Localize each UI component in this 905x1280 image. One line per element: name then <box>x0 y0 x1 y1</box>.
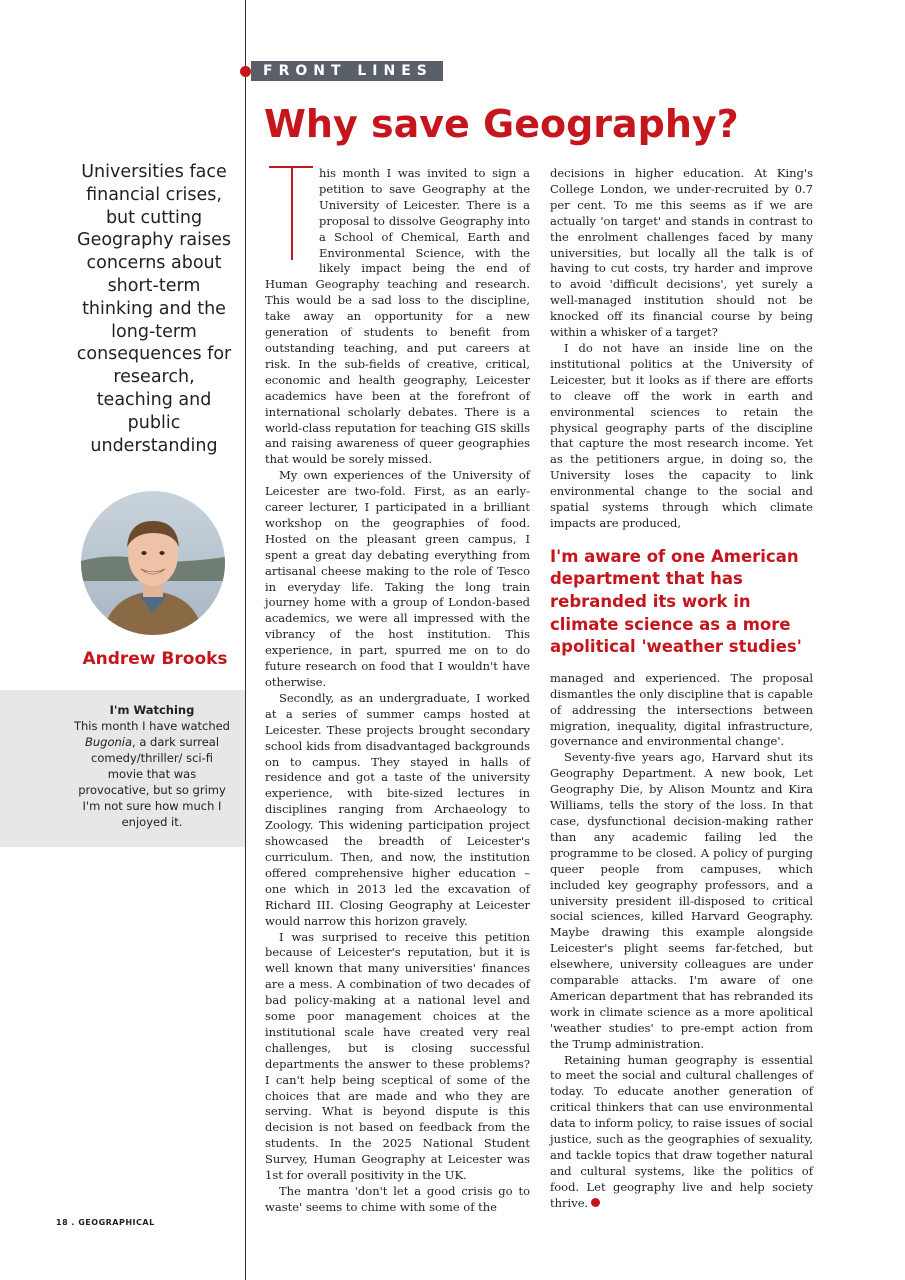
body-paragraph: I do not have an inside line on the institutional politics at the University of Leicester, but it looks as if there are efforts to cleave off the work in earth and environmental sciences to retain the physical geography parts of the discipline that capture the most research income. Yet as the petitioners argue, in doing so, the University loses the capacity to link environmental change to the social and spatial systems through which climate impacts are produced, <box>550 340 813 530</box>
body-paragraph: Secondly, as an undergraduate, I worked at a series of summer camps hosted at Leicester. These projects brought secondary school kids from disadvantaged backgrounds on to campus. They stayed in halls of residence and got a taste of the university experience, with bite-sized lectures in disciplines ranging from Archaeology to Zoology. This widening participation project showcased the breadth of Leicester's curriculum. Then, and now, the institution offered comprehensive higher education – one which in 2013 led the excavation of Richard III. Closing Geography at Leicester would narrow this horizon gravely. <box>265 690 530 928</box>
pull-quote: I'm aware of one American department that has rebranded its work in climate science as a more apolitical 'weather studies' <box>550 546 802 657</box>
column-rule <box>245 0 246 1280</box>
end-mark-icon <box>591 1198 600 1207</box>
body-paragraph: I was surprised to receive this petition because of Leicester's reputation, but it is well known that many universities' finances are a mess. A combination of two decades of bad policy-making at a national level and some poor management choices at the institutional scale have created very real challenges, but is closing successful departments the answer to these problems? I can't help being sceptical of some of the choices that are made and who they are serving. What is beyond dispute is this decision is not based on feedback from the students. In the 2025 National Student Survey, Human Geography at Leicester was 1st for overall positivity in the UK. <box>265 929 530 1183</box>
author-portrait <box>81 491 225 635</box>
body-paragraph: Seventy-five years ago, Harvard shut its Geography Department. A new book, Let Geography Die, by Alison Mountz and Kira Williams, tells the story of the loss. In that case, dysfunctional decision-making rather than any academic failing led the programme to be closed. A policy of purging queer people from campuses, which included key geography professors, and a university president ill-disposed to critical social sciences, killed Harvard Geography. Maybe drawing this example alongside Leicester's plight seems far-fetched, but elsewhere, university colleagues are under comparable attacks. I'm aware of one American department that has rebranded its work in climate science as a more apolitical 'weather studies' to pre-empt action from the Trump administration. <box>550 750 813 1051</box>
body-column-1 <box>265 166 530 1216</box>
body-paragraph: decisions in higher education. At King's College London, we under-recruited by 0.7 per cent. To me this seems as if we are actually 'on target' and stands in contrast to the enrolment challenges faced by many universities, but locally all the talk is of having to cut costs, try harder and improve to avoid 'difficult decisions', yet surely a well-managed institution should not be knocked off its financial course by being within a whisker of a target? <box>550 166 813 340</box>
author-name: Andrew Brooks <box>82 649 228 669</box>
body-column-2 <box>550 166 813 1212</box>
drop-cap-t-icon <box>265 166 317 266</box>
body-paragraph: The mantra 'don't let a good crisis go to waste' seems to chime with some of the <box>265 1184 530 1214</box>
im-watching-heading: I'm Watching <box>109 703 195 717</box>
body-paragraph: managed and experienced. The proposal dismantles the only discipline that is capable of addressing the intersections between migration, inequality, digital infrastructure, governance and environmental change'. <box>550 670 813 749</box>
section-label: FRONT LINES <box>251 61 443 81</box>
section-tag <box>240 61 443 81</box>
standfirst: Universities face financial crises, but cutting Geography raises concerns about short-term thinking and the long-term consequences for research, teaching and public understanding <box>76 162 232 456</box>
article-title: Why save Geography? <box>264 102 739 146</box>
body-paragraph: My own experiences of the University of Leicester are two-fold. First, as an early-career lecturer, I participated in a brilliant workshop on the geographies of food. Hosted on the pleasant green campus, I spent a great day debating everything from artisanal cheese making to the role of Tesco in everyday life. Taking the long train journey home with a group of London-based academics, we were all impressed with the vibrancy of the host institution. This experience, in part, spurred me on to do future research on food that I wouldn't have otherwise. <box>265 468 530 689</box>
page-folio: 18 . GEOGRAPHICAL <box>56 1218 155 1227</box>
body-paragraph: his month I was invited to sign a petition to save Geography at the University of Leicester. There is a proposal to dissolve Geography into a School of Chemical, Earth and Environmental Science, with the likely impact being the end of Human Geography teaching and research. This would be a sad loss to the discipline, take away an opportunity for a new generation of students to benefit from outstanding teaching, and put careers at risk. In the sub-fields of creative, critical, economic and health geography, Leicester academics have been at the forefront of international scholarly debates. There is a world-class reputation for teaching GIS skills and raising awareness of queer geographies that would be sorely missed. <box>265 166 530 467</box>
im-watching-text: This month I have watched Bugonia, a dark surreal comedy/thriller/ sci-fi movie that was provocative, but so grimy I'm not sure how much I enjoyed it. <box>73 719 230 829</box>
body-paragraph-final: Retaining human geography is essential to meet the social and cultural challenges of today. To educate another generation of critical thinkers that can use environmental data to inform policy, to raise issues of social justice, such as the geographies of sexuality, and tackle topics that draw together natural and cultural systems, like the politics of food. Let geography live and help society thrive. <box>550 1052 813 1210</box>
section-dot-icon <box>240 66 251 77</box>
im-watching-box <box>0 690 245 847</box>
